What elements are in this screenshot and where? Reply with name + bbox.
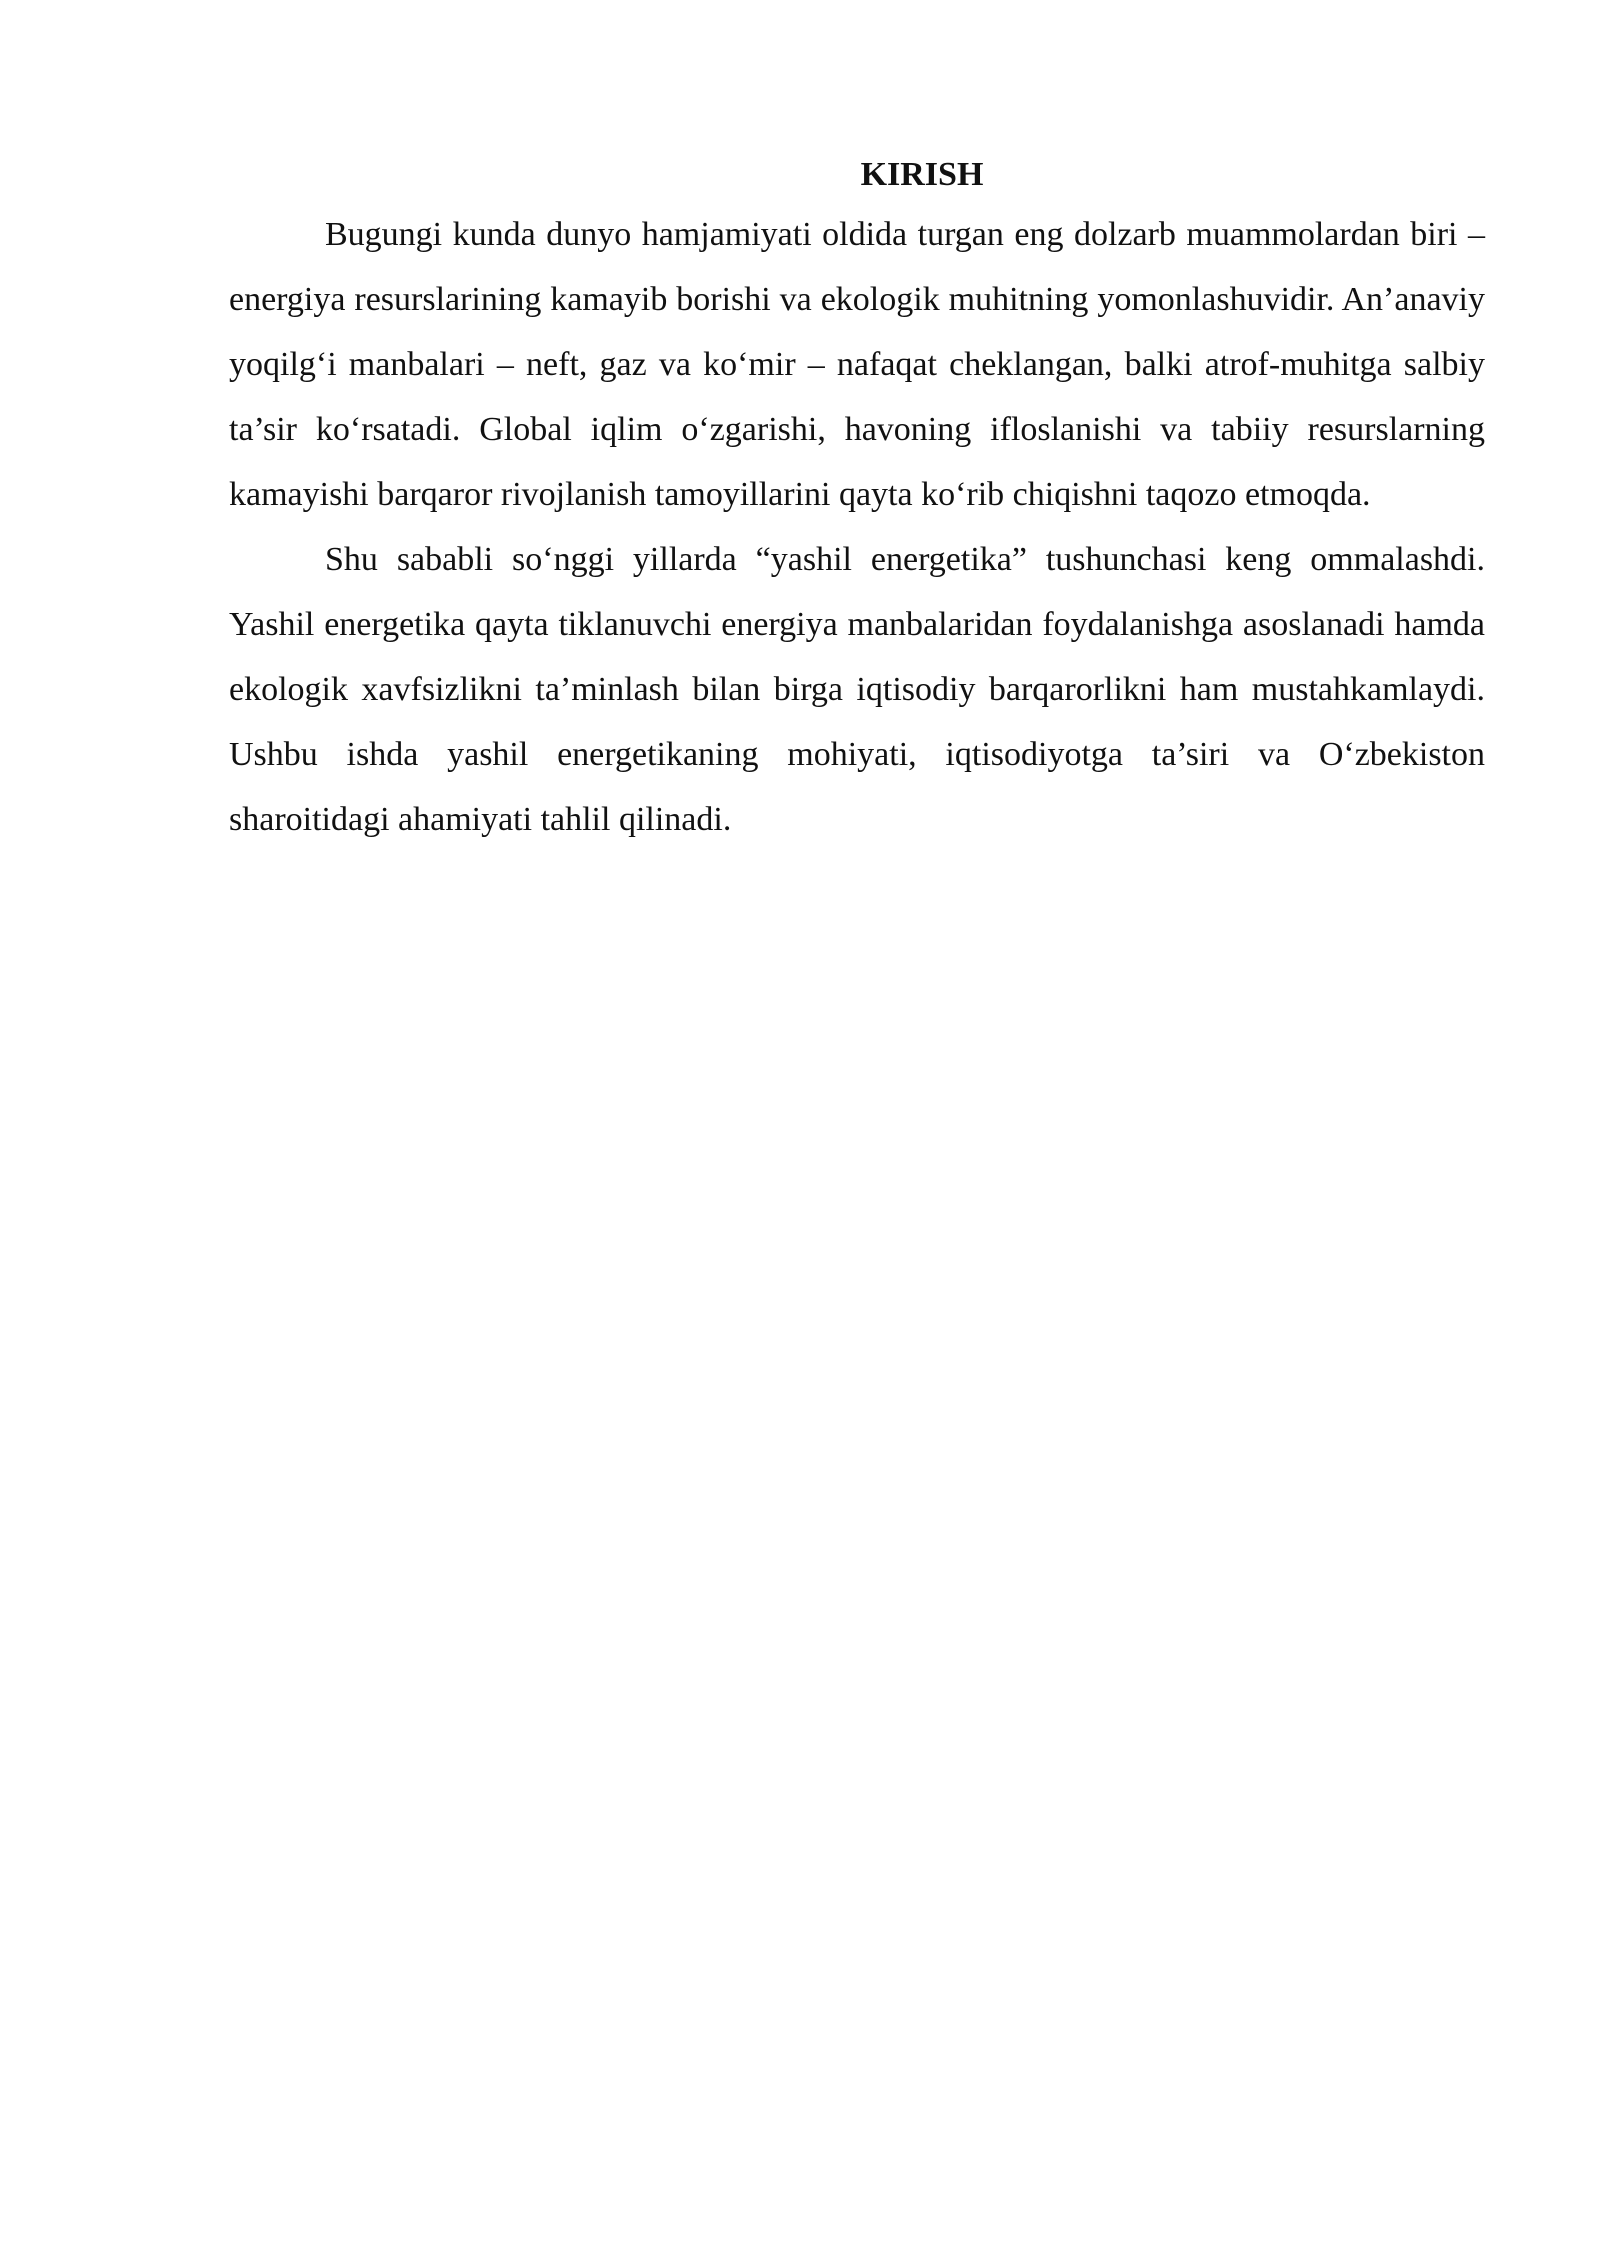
section-title: KIRISH: [860, 156, 984, 193]
paragraph-1: Bugungi kunda dunyo hamjamiyati oldida turgan eng dolzarb muammolardan biri – energiya resurslarining kamayib borishi va ekologik muhitning yomonlashuvidir. An’anaviy yoqilg‘i manbalari – neft, gaz va ko‘mir – nafaqat cheklangan, balki atrof-muhitga salbiy ta’sir ko‘rsatadi. Global iqlim o‘zgarishi, havoning ifloslanishi va tabiiy resurslarning kamayishi barqaror rivojlanish tamoyillarini qayta ko‘rib chiqishni taqozo etmoqda.: [229, 216, 1485, 513]
document-body: [229, 148, 1485, 852]
paragraph-2: Shu sababli so‘nggi yillarda “yashil energetika” tushunchasi keng ommalashdi. Yashil energetika qayta tiklanuvchi energiya manbalaridan foydalanishga asoslanadi hamda ekologik xavfsizlikni ta’minlash bilan birga iqtisodiy barqarorlikni ham mustahkamlaydi. Ushbu ishda yashil energetikaning mohiyati, iqtisodiyotga ta’siri va O‘zbekiston sharoitidagi ahamiyati tahlil qilinadi.: [229, 541, 1485, 838]
